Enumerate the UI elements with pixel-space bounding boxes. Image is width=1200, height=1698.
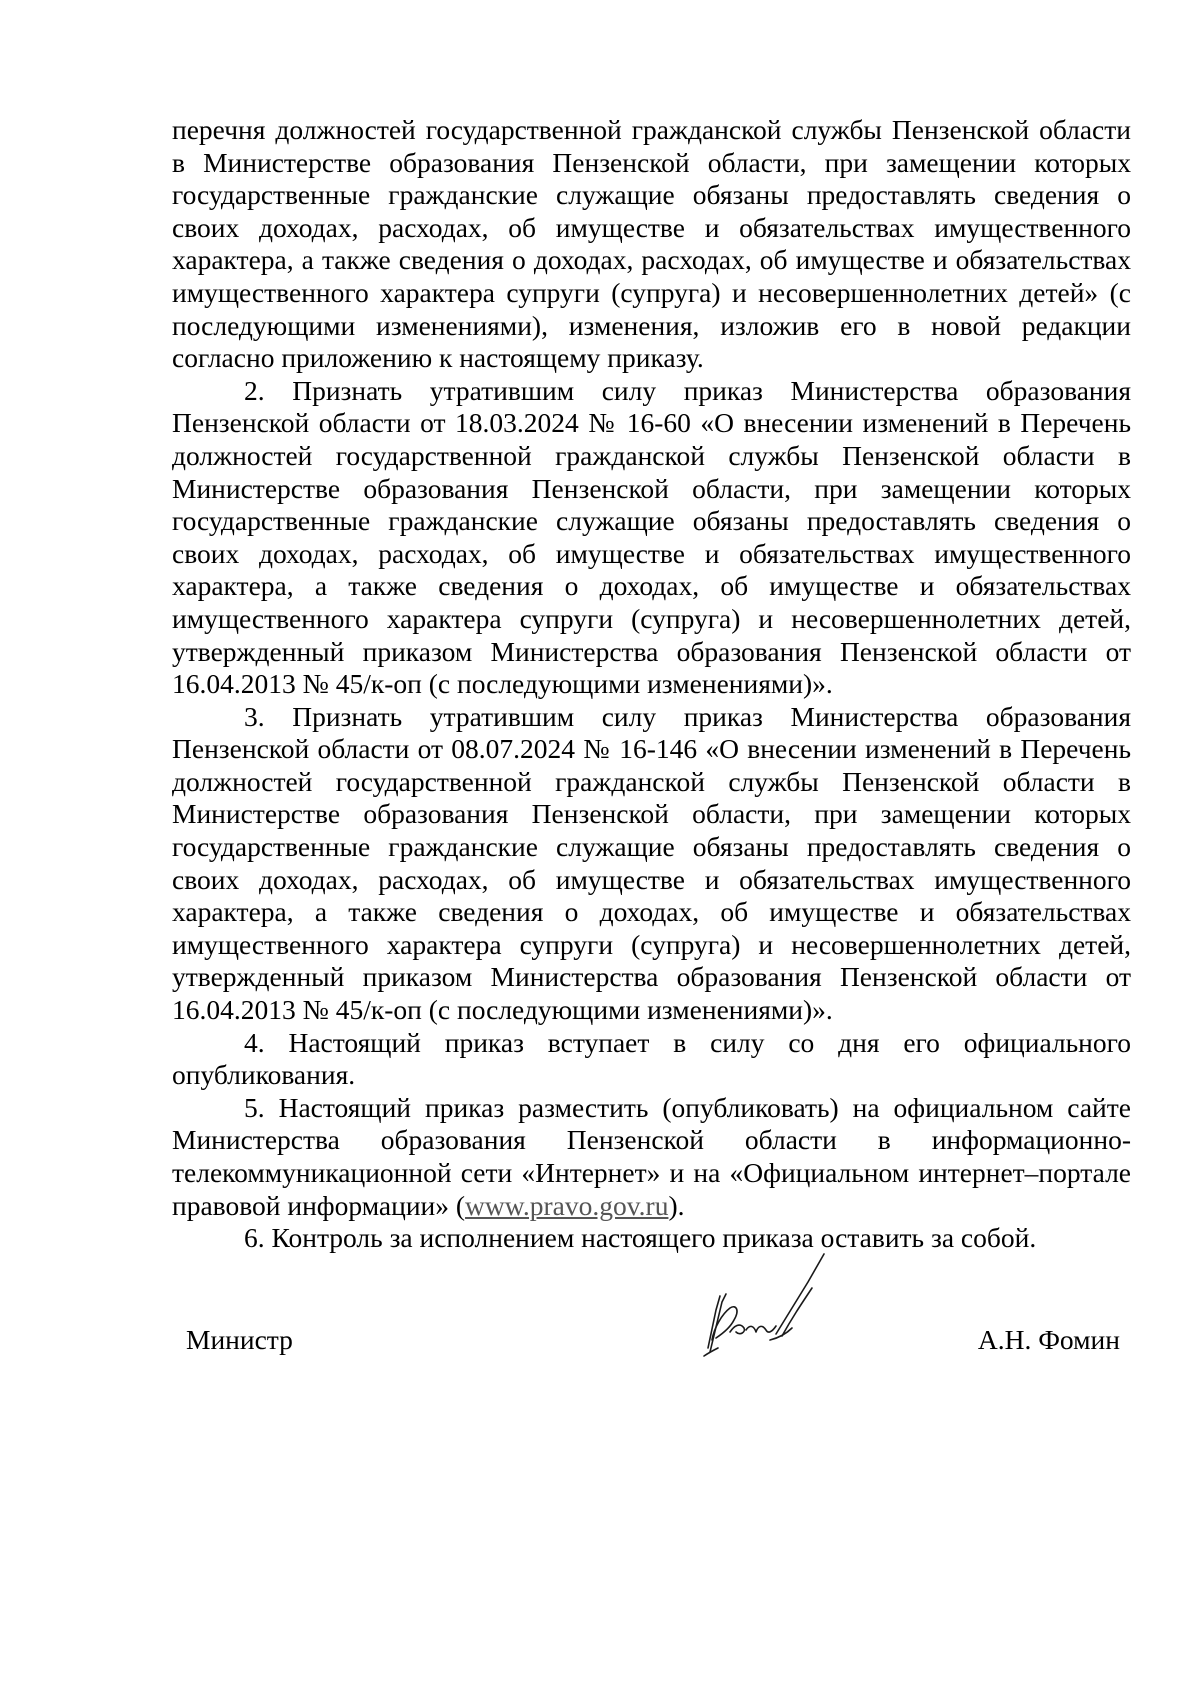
item-3-paragraph: 3. Признать утратившим силу приказ Министерства образования Пензенской области от 08.07.2024 № 16-146 «О внесении изменений в Перечень должностей государственной гражданской службы Пензенской области в Министерстве образования Пензенской области, при замещении которых государственные гражданские служащие обязаны предоставлять сведения о своих доходах, расходах, об имуществе и обязательствах имущественного характера, а также сведения о доходах, об имуществе и обязательствах имущественного характера супруги (супруга) и несовершеннолетних детей, утвержденный приказом Министерства образования Пензенской области от 16.04.2013 № 45/к-оп (с последующими изменениями)». (172, 700, 1131, 1026)
item-6-paragraph: 6. Контроль за исполнением настоящего приказа оставить за собой. (244, 1222, 1037, 1254)
signature-row (0, 1318, 1200, 1358)
item-5-text: 5. Настоящий приказ разместить (опубликовать) на официальном сайте Министерства образования Пензенской области в информационно-телекоммуникационной сети «Интернет» и на «Официальном интернет–портале правовой информации» ( (172, 1091, 1131, 1221)
continuation-paragraph: перечня должностей государственной гражданской службы Пензенской области в Министерстве образования Пензенской области, при замещении которых государственные гражданские служащие обязаны предоставлять сведения о своих доходах, расходах, об имуществе и обязательствах имущественного характера, а также сведения о доходах, расходах, об имуществе и обязательствах имущественного характера супруги (супруга) и несовершеннолетних детей» (с последующими изменениями), изменения, изложив его в новой редакции согласно приложению к настоящему приказу. (172, 114, 1131, 374)
order-body (172, 114, 1131, 1255)
item-5-text-end: ). (668, 1189, 685, 1221)
signatory-name: А.Н. Фомин (977, 1324, 1120, 1355)
signatory-position: Министр (186, 1324, 293, 1355)
item-4-paragraph: 4. Настоящий приказ вступает в силу со дня его официального опубликования. (172, 1026, 1131, 1091)
item-2-paragraph: 2. Признать утратившим силу приказ Министерства образования Пензенской области от 18.03.2024 № 16-60 «О внесении изменений в Перечень должностей государственной гражданской службы Пензенской области в Министерстве образования Пензенской области, при замещении которых государственные гражданские служащие обязаны предоставлять сведения о своих доходах, расходах, об имуществе и обязательствах имущественного характера, а также сведения о доходах, об имуществе и обязательствах имущественного характера супруги (супруга) и несовершеннолетних детей, утвержденный приказом Министерства образования Пензенской области от 16.04.2013 № 45/к-оп (с последующими изменениями)». (172, 374, 1131, 700)
item-5-paragraph (172, 1092, 1131, 1222)
pravo-gov-link[interactable]: www.pravo.gov.ru (465, 1189, 669, 1221)
